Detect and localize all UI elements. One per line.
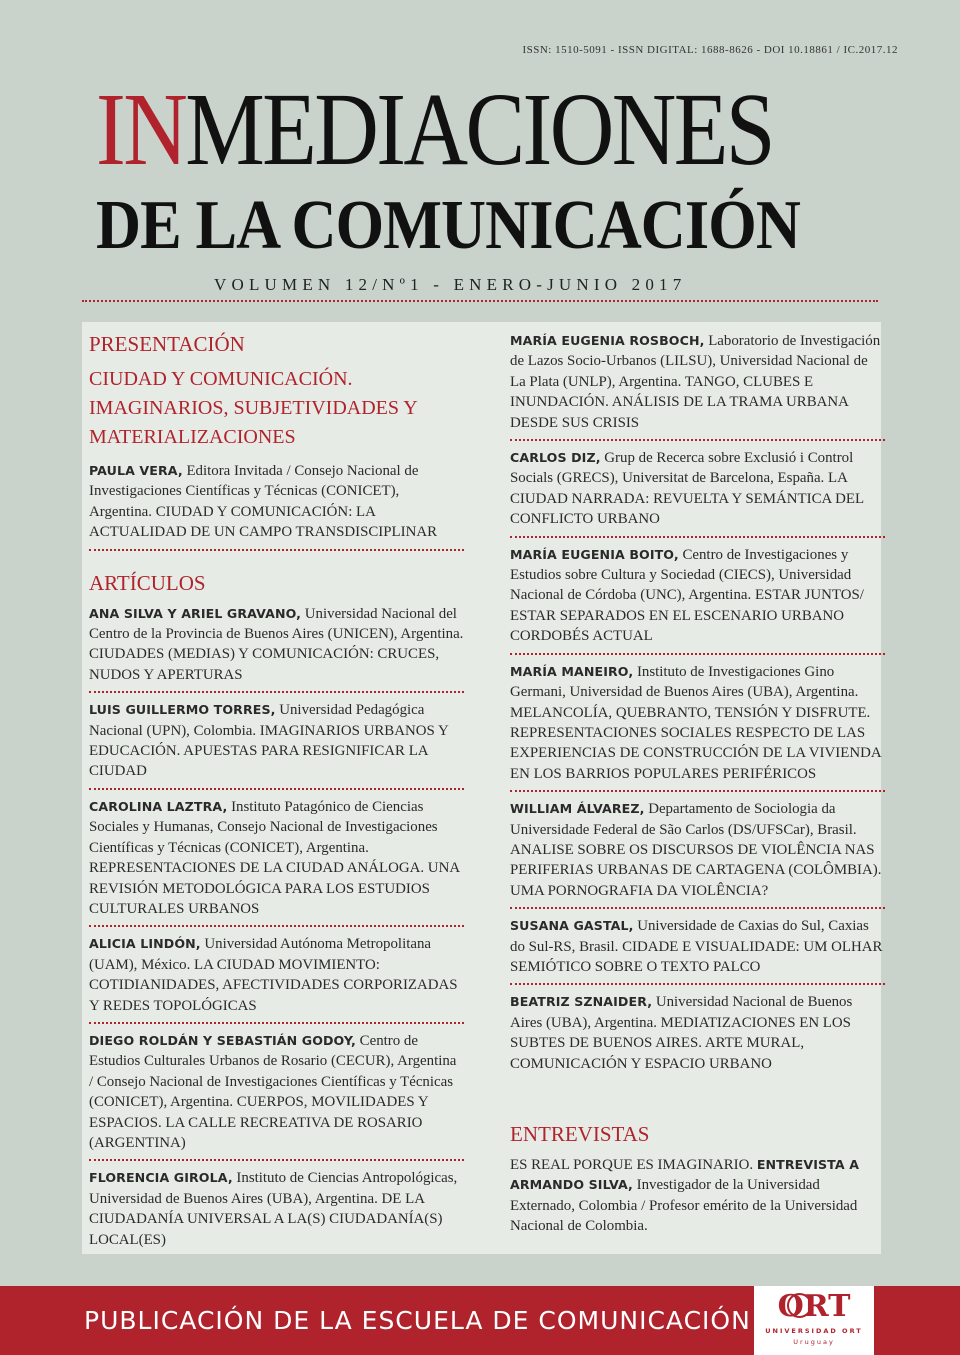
toc-entry[interactable] xyxy=(89,934,464,1024)
toc-text: Editora Invitada / Consejo Nacional de Investigaciones Científicas y Técnicas (CONICET), Argentina. CIUDAD Y COMUNICACIÓN: LA ACTUALIDAD DE UN CAMPO TRANSDISCIPLINAR xyxy=(89,463,438,541)
volume-line: VOLUMEN 12/Nº1 - ENERO-JUNIO 2017 xyxy=(214,275,687,294)
toc-text: Instituto de Investigaciones Gino Germani, Universidad de Buenos Aires (UBA), Argentina. MELANCOLÍA, QUEBRANTO, TENSIÓN Y DISFRUTE. REPRESENTACIONES SOCIALES RESPECTO DE LAS EXPERIENCIAS DE CONSTRUCCIÓN DE LA VIVIENDA EN LOS BARRIOS POPULARES PERIFÉRICOS xyxy=(510,663,881,782)
toc-entry[interactable] xyxy=(89,1031,464,1161)
toc-author: ENTREVISTA A ARMANDO SILVA, xyxy=(510,1157,860,1193)
toc-entry[interactable] xyxy=(89,604,464,694)
footer-band xyxy=(0,1286,960,1355)
toc-author: DIEGO ROLDÁN Y SEBASTIÁN GODOY, xyxy=(89,1032,356,1048)
issn-line: ISSN: 1510-5091 - ISSN DIGITAL: 1688-8626 - DOI 10.18861 / IC.2017.12 xyxy=(522,44,898,56)
toc-text: Instituto Patagónico de Ciencias Sociales y Humanas, Consejo Nacional de Investigaciones Científicas y Técnicas (CONICET), Argentina. REPRESENTACIONES DE LA CIUDAD ANÁLOGA. UNA REVISIÓN METODOLÓGICA PARA LOS ESTUDIOS CULTURALES URBANOS xyxy=(89,798,460,917)
header-divider xyxy=(82,300,878,302)
toc-author: WILLIAM ÁLVAREZ, xyxy=(510,801,645,817)
toc-author: ALICIA LINDÓN, xyxy=(89,936,201,952)
toc-text: Departamento de Sociologia da Universidade Federal de São Carlos (DS/UFSCar), Brasil. ANALISE SOBRE OS DISCURSOS DE VIOLÊNCIA NAS PERIFERIAS URBANAS DE CARTAGENA (COLÔMBIA). UMA PORNOGRAFIA DA VIOLÊNCIA? xyxy=(510,801,882,899)
journal-title-rest: MEDIACIONES xyxy=(185,72,773,187)
toc-author: MARÍA EUGENIA ROSBOCH, xyxy=(510,333,705,348)
toc-entry[interactable] xyxy=(89,797,464,927)
toc-author: PAULA VERA, xyxy=(89,463,183,478)
logo-subtitle: UNIVERSIDAD ORT xyxy=(765,1327,863,1335)
toc-text: Universidad Pedagógica Nacional (UPN), Colombia. IMAGINARIOS URBANOS Y EDUCACIÓN. APUESTAS PARA RESIGNIFICAR LA CIUDAD xyxy=(89,702,449,780)
left-column xyxy=(89,331,464,1263)
toc-entry[interactable] xyxy=(510,1155,885,1243)
toc-text: Laboratorio de Investigación de Lazos Socio-Urbanos (LILSU), Universidad Nacional de La Plata (UNLP), Argentina. TANGO, CLUBES E INUNDACIÓN. ANÁLISIS DE LA TRAMA URBANA DESDE SUS CRISIS xyxy=(510,333,881,431)
toc-text: Universidad Nacional del Centro de la Provincia de Buenos Aires (UNICEN), Argentina. CIUDADES (MEDIAS) Y COMUNICACIÓN: CRUCES, NUDOS Y APERTURAS xyxy=(89,605,464,683)
toc-text: Grup de Recerca sobre Exclusió i Control Socials (GRECS), Universitat de Barcelona, España. LA CIUDAD NARRADA: REVUELTA Y SEMÁNTICA DEL CONFLICTO URBANO xyxy=(510,450,864,528)
logo-country: Uruguay xyxy=(793,1338,835,1346)
toc-text: Instituto de Ciencias Antropológicas, Universidad de Buenos Aires (UBA), Argentina. DE LA CIUDADANÍA UNIVERSAL A LA(S) CIUDADANÍA(S) LOCAL(ES) xyxy=(89,1170,458,1248)
section-heading-articulos: ARTÍCULOS xyxy=(89,570,206,595)
toc-author: ANA SILVA Y ARIEL GRAVANO, xyxy=(89,605,302,621)
university-logo xyxy=(754,1286,874,1355)
logo-wordmark: ORT xyxy=(777,1289,851,1324)
toc-author: MARÍA EUGENIA BOITO, xyxy=(510,546,679,562)
toc-entry[interactable] xyxy=(510,545,885,655)
toc-entry[interactable] xyxy=(89,1168,464,1256)
toc-text: Universidad Autónoma Metropolitana (UAM), México. LA CIUDAD MOVIMIENTO: COTIDIANIDADES, AFECTIVIDADES CORPORIZADAS Y REDES TOPOLÓGICAS xyxy=(89,936,458,1014)
toc-entry[interactable] xyxy=(510,992,885,1080)
toc-author: LUIS GUILLERMO TORRES, xyxy=(89,702,276,718)
toc-entry[interactable] xyxy=(89,461,464,551)
toc-text: Investigador de la Universidad Externado, Colombia / Profesor emérito de la Universidad Nacional de Colombia. xyxy=(510,1177,858,1235)
toc-author: CAROLINA LAZTRA, xyxy=(89,798,228,814)
toc-text: ES REAL PORQUE ES IMAGINARIO. xyxy=(510,1157,757,1173)
toc-text: Universidad Nacional de Buenos Aires (UBA), Argentina. MEDIATIZACIONES EN LOS SUBTES DE BUENOS AIRES. ARTE MURAL, COMUNICACIÓN Y ESPACIO URBANO xyxy=(510,994,853,1072)
toc-author: FLORENCIA GIROLA, xyxy=(89,1170,233,1186)
toc-entry[interactable] xyxy=(510,331,885,441)
toc-text: Centro de Investigaciones y Estudios sobre Cultura y Sociedad (CIECS), Universidad Nacional de Córdoba (UNC), Argentina. ESTAR JUNTOS/ ESTAR SEPARADOS EN EL ESCENARIO URBANO CORDOBÉS ACTUAL xyxy=(510,546,864,645)
journal-subtitle: DE LA COMUNICACIÓN xyxy=(96,187,800,264)
toc-entry[interactable] xyxy=(510,662,885,792)
toc-entry[interactable] xyxy=(510,448,885,538)
toc-author: CARLOS DIZ, xyxy=(510,450,601,466)
toc-author: MARÍA MANEIRO, xyxy=(510,663,634,679)
section-heading-presentacion: PRESENTACIÓN xyxy=(89,332,245,356)
journal-title-in: IN xyxy=(96,72,186,187)
toc-author: BEATRIZ SZNAIDER, xyxy=(510,994,653,1010)
journal-title xyxy=(96,72,773,187)
toc-author: SUSANA GASTAL, xyxy=(510,918,634,934)
toc-text: Centro de Estudios Culturales Urbanos de Rosario (CECUR), Argentina / Consejo Nacional de Investigaciones Científicas y Técnicas (CONICET), Argentina. CUERPOS, MOVILIDADES Y ESPACIOS. LA CALLE RECREATIVA DE ROSARIO (ARGENTINA) xyxy=(89,1032,457,1151)
footer-publisher: PUBLICACIÓN DE LA ESCUELA DE COMUNICACIÓN xyxy=(84,1306,751,1335)
toc-text: Universidade de Caxias do Sul, Caxias do Sul-RS, Brasil. CIDADE E VISUALIDADE: UM OLHAR SEMIÓTICO SOBRE O TEXTO PALCO xyxy=(510,918,883,975)
section-heading-entrevistas: ENTREVISTAS xyxy=(510,1122,650,1146)
toc-entry[interactable] xyxy=(89,700,464,790)
issue-theme: CIUDAD Y COMUNICACIÓN. IMAGINARIOS, SUBJETIVIDADES Y MATERIALIZACIONES xyxy=(89,368,417,448)
right-column xyxy=(510,331,885,1250)
toc-entry[interactable] xyxy=(510,916,885,985)
toc-entry[interactable] xyxy=(510,799,885,909)
